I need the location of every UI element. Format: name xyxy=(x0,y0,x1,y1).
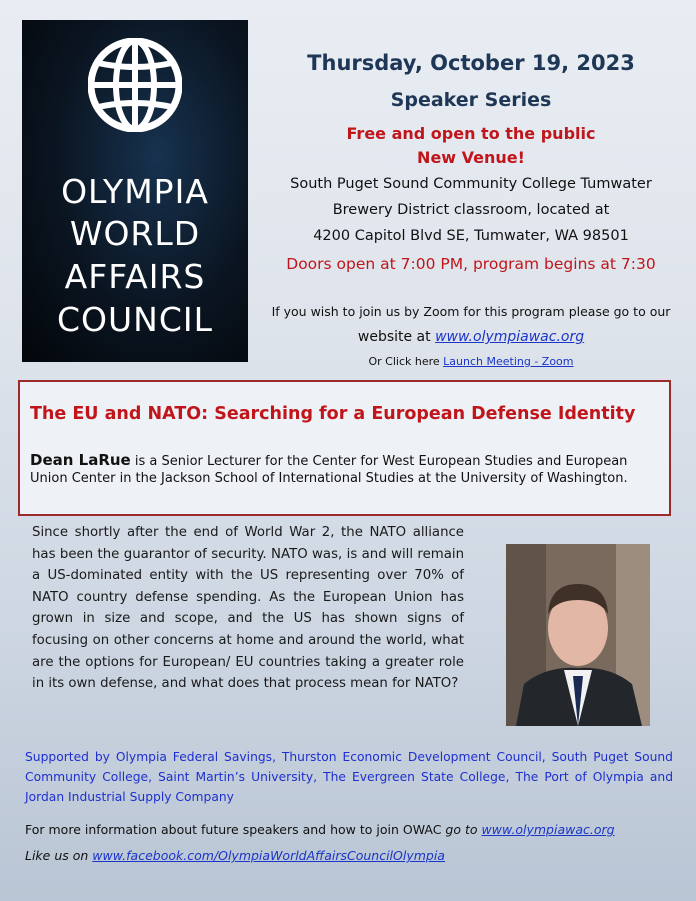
globe-icon xyxy=(88,38,182,132)
talk-description: Since shortly after the end of World War 2, the NATO alliance has been the guarantor of security. NATO was, is and will remain a US-dominated entity with the US representing over 70% of NATO country defense spending. As the European Union has grown in size and scope, and the US has shown signs of focusing on other concerns at home and around the world, what are the options for European/ EU countries taking a greater role in its own defense, and what does that process mean for NATO? xyxy=(32,525,464,692)
facebook-line xyxy=(25,848,445,863)
more-info-text: For more information about future speakers and how to join OWAC xyxy=(25,822,446,837)
new-venue-notice: New Venue! xyxy=(417,148,525,167)
speaker-portrait xyxy=(506,544,650,726)
venue-address: 4200 Capitol Blvd SE, Tumwater, WA 98501 xyxy=(313,228,629,244)
launch-meeting-link[interactable]: Launch Meeting - Zoom xyxy=(443,355,574,368)
sponsors-text: Supported by Olympia Federal Savings, Thurston Economic Development Council, South Puget Sound Community College, Saint Martin’s University, The Evergreen State College, The Port of Olympia and Jordan Industrial Supply Company xyxy=(25,750,673,804)
zoom-website-line xyxy=(256,329,686,345)
logo-word-1: OLYMPIA xyxy=(61,172,209,211)
owac-link[interactable]: www.olympiawac.org xyxy=(481,822,615,837)
owac-logo xyxy=(22,20,248,362)
go-to-text: go to xyxy=(445,822,482,837)
logo-word-4: COUNCIL xyxy=(56,300,213,339)
venue-line-2: Brewery District classroom, located at xyxy=(332,202,610,218)
talk-title: The EU and NATO: Searching for a European Defense Identity xyxy=(30,404,636,424)
launch-prefix: Or Click here xyxy=(368,355,444,368)
doors-time: Doors open at 7:00 PM, program begins at 7:30 xyxy=(286,255,656,273)
speaker-photo xyxy=(506,544,650,726)
more-info-line xyxy=(25,822,615,837)
website-link[interactable]: www.olympiawac.org xyxy=(435,329,585,345)
like-us-text: Like us on xyxy=(25,848,93,863)
event-date: Thursday, October 19, 2023 xyxy=(307,51,635,75)
venue-line-1: South Puget Sound Community College Tumwater xyxy=(290,176,652,192)
zoom-website-prefix: website at xyxy=(357,329,436,345)
zoom-instructions: If you wish to join us by Zoom for this program please go to our xyxy=(271,304,671,319)
facebook-link[interactable]: www.facebook.com/OlympiaWorldAffairsCouncilOlympia xyxy=(92,848,445,863)
logo-word-3: AFFAIRS xyxy=(64,257,206,296)
zoom-launch-line xyxy=(256,355,686,368)
logo-word-2: WORLD xyxy=(69,214,201,253)
speaker-bio-text: is a Senior Lecturer for the Center for West European Studies and European Union Center in the Jackson School of International Studies at the University of Washington. xyxy=(30,454,628,486)
speaker-name: Dean LaRue xyxy=(30,451,131,469)
speaker-bio xyxy=(30,452,662,487)
talk-box xyxy=(18,380,671,516)
free-notice: Free and open to the public xyxy=(346,124,596,143)
series-title: Speaker Series xyxy=(390,89,552,111)
